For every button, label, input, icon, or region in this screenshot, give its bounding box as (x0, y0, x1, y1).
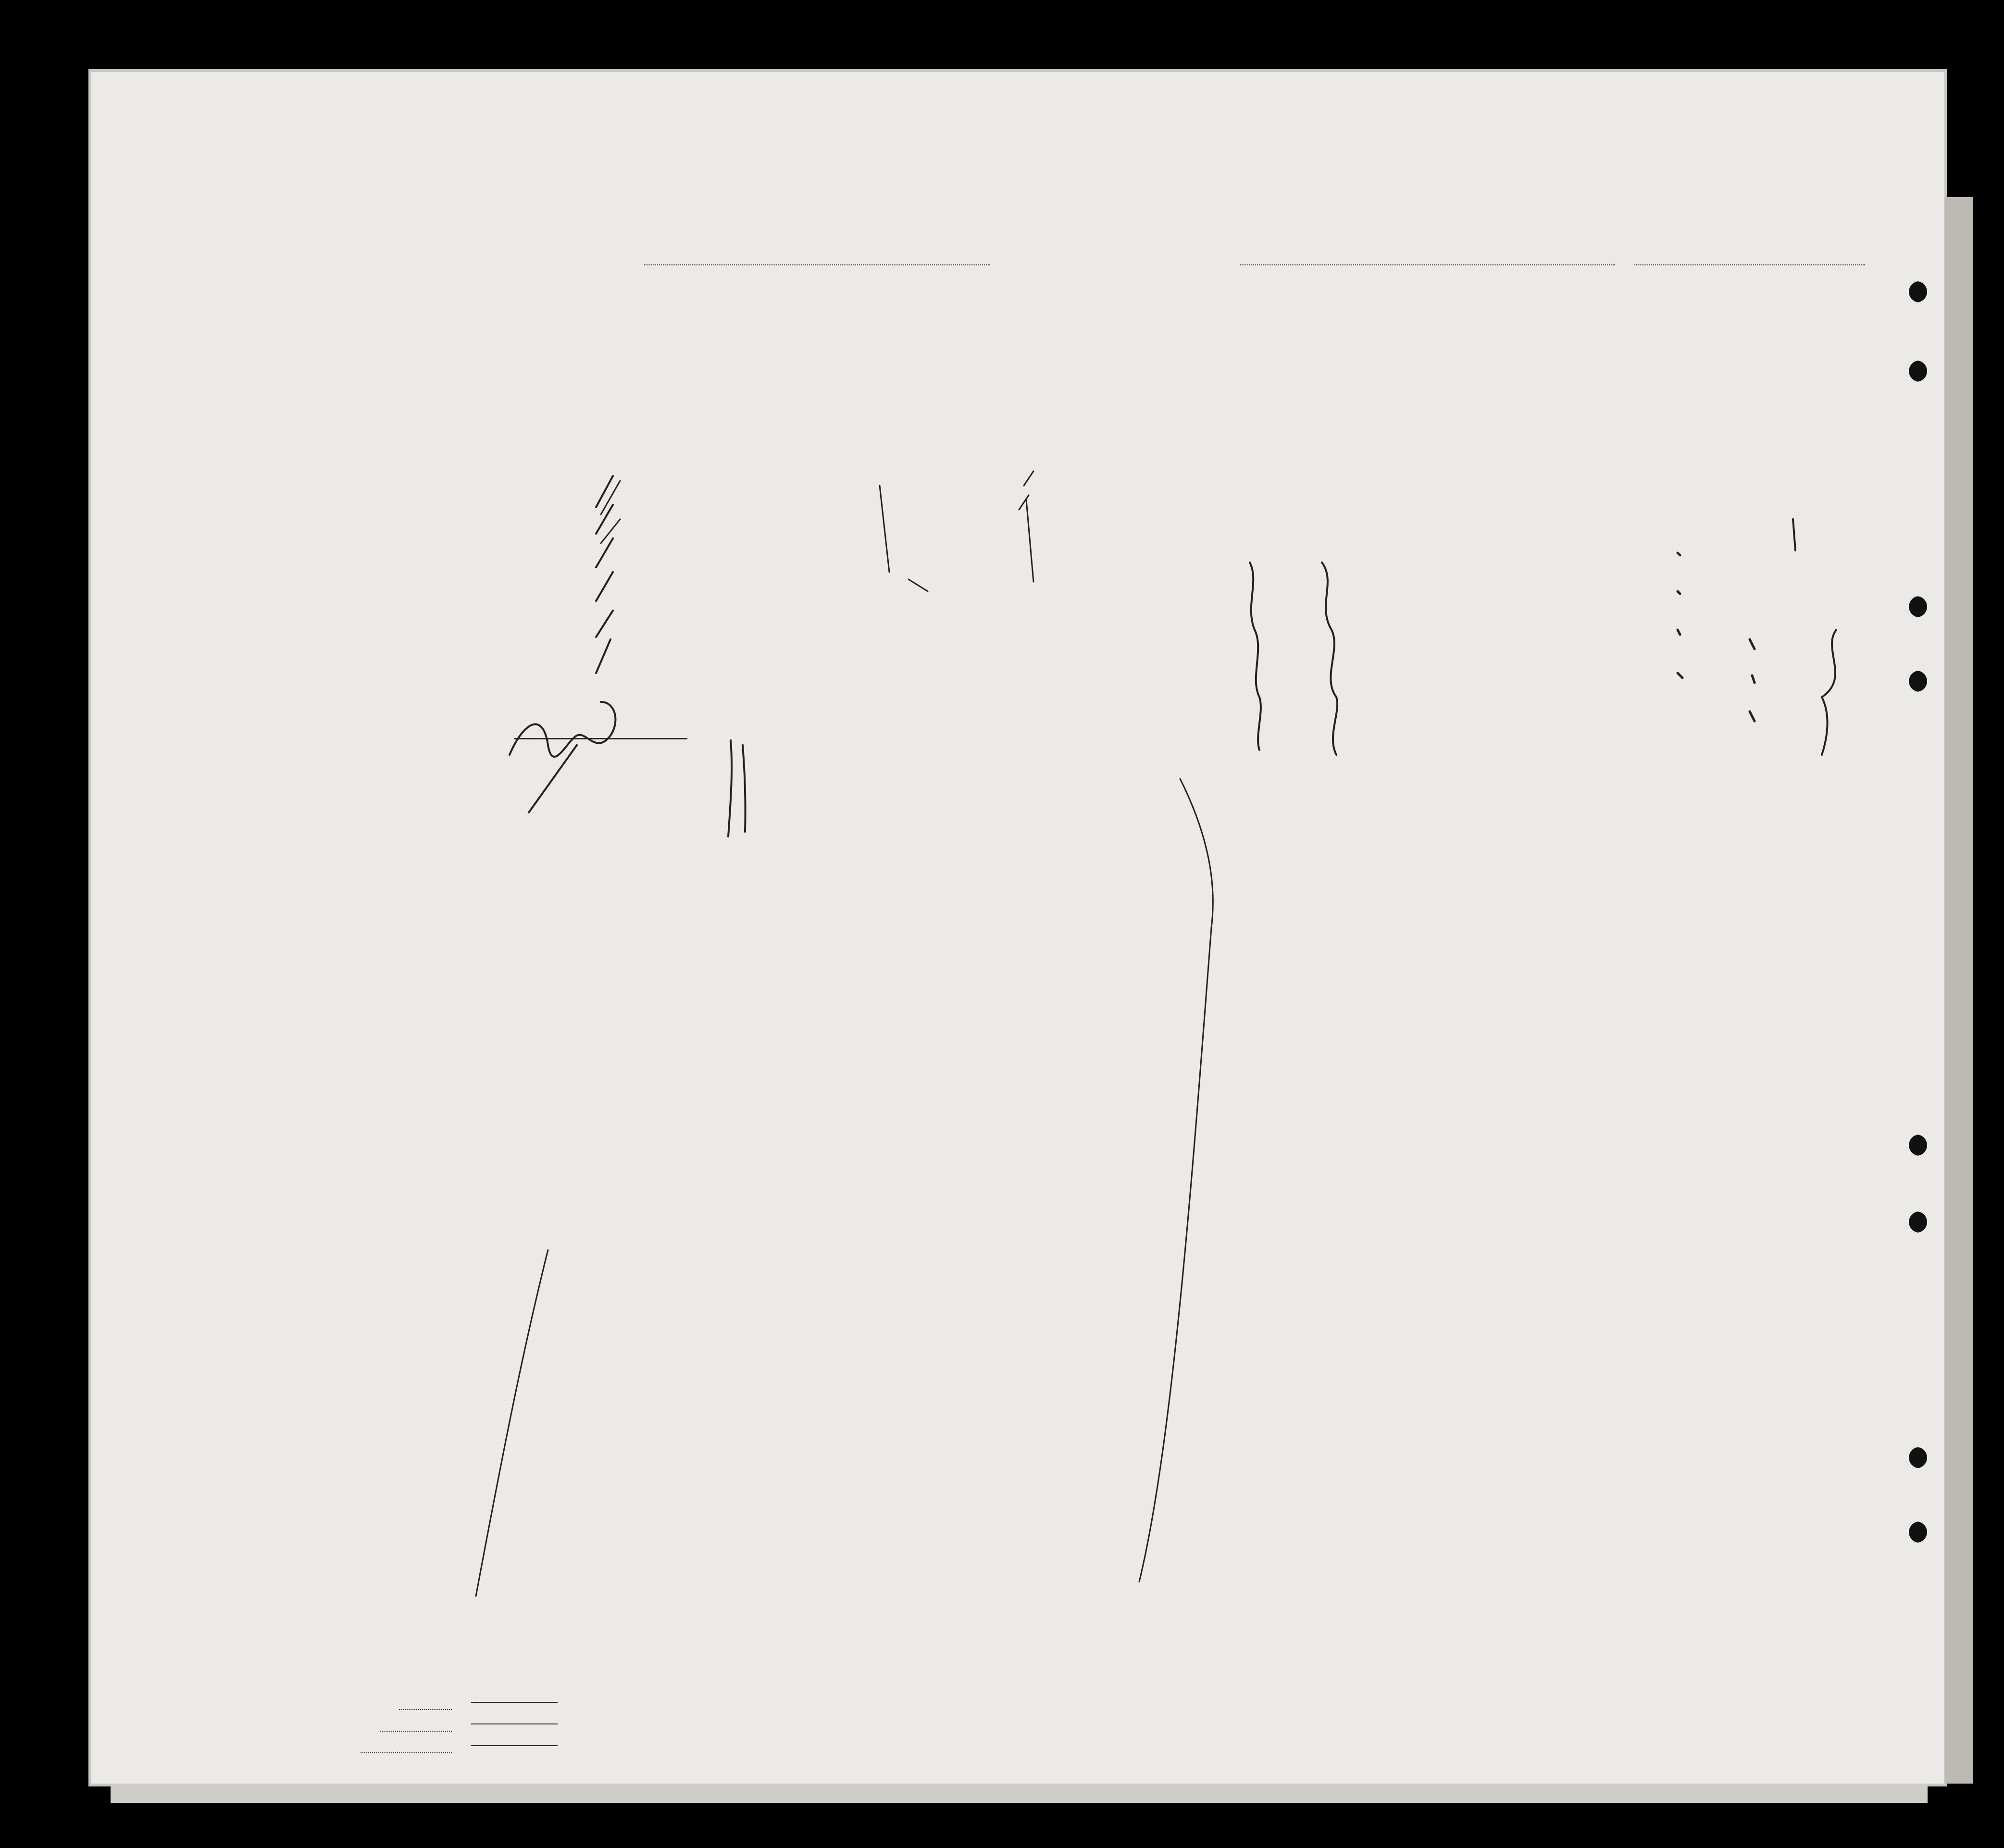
aliens-value (471, 1745, 558, 1746)
handwritten-marks (91, 72, 1944, 1784)
purser-signature (510, 702, 615, 757)
punch-hole (1906, 596, 1927, 617)
page-edge-bottom (111, 1784, 1928, 1803)
punch-hole (1906, 1522, 1927, 1543)
punch-hole (1906, 361, 1927, 382)
long-stroke-2 (476, 1250, 548, 1596)
sex-scribble (728, 740, 746, 837)
punch-hole (1906, 671, 1927, 692)
us-citizens-value (471, 1723, 558, 1724)
dots (361, 1752, 452, 1753)
page-edge (1944, 197, 1973, 1784)
dots (380, 1731, 452, 1732)
punch-hole (1906, 1135, 1927, 1156)
age-tick-marks (596, 476, 613, 673)
punch-hole (1906, 281, 1927, 302)
manifest-page (91, 72, 1944, 1784)
dots (399, 1709, 452, 1710)
punch-hole (1906, 1211, 1927, 1233)
punch-hole (1906, 1447, 1927, 1468)
long-stroke (1139, 779, 1213, 1582)
total-passengers-value (471, 1702, 558, 1703)
